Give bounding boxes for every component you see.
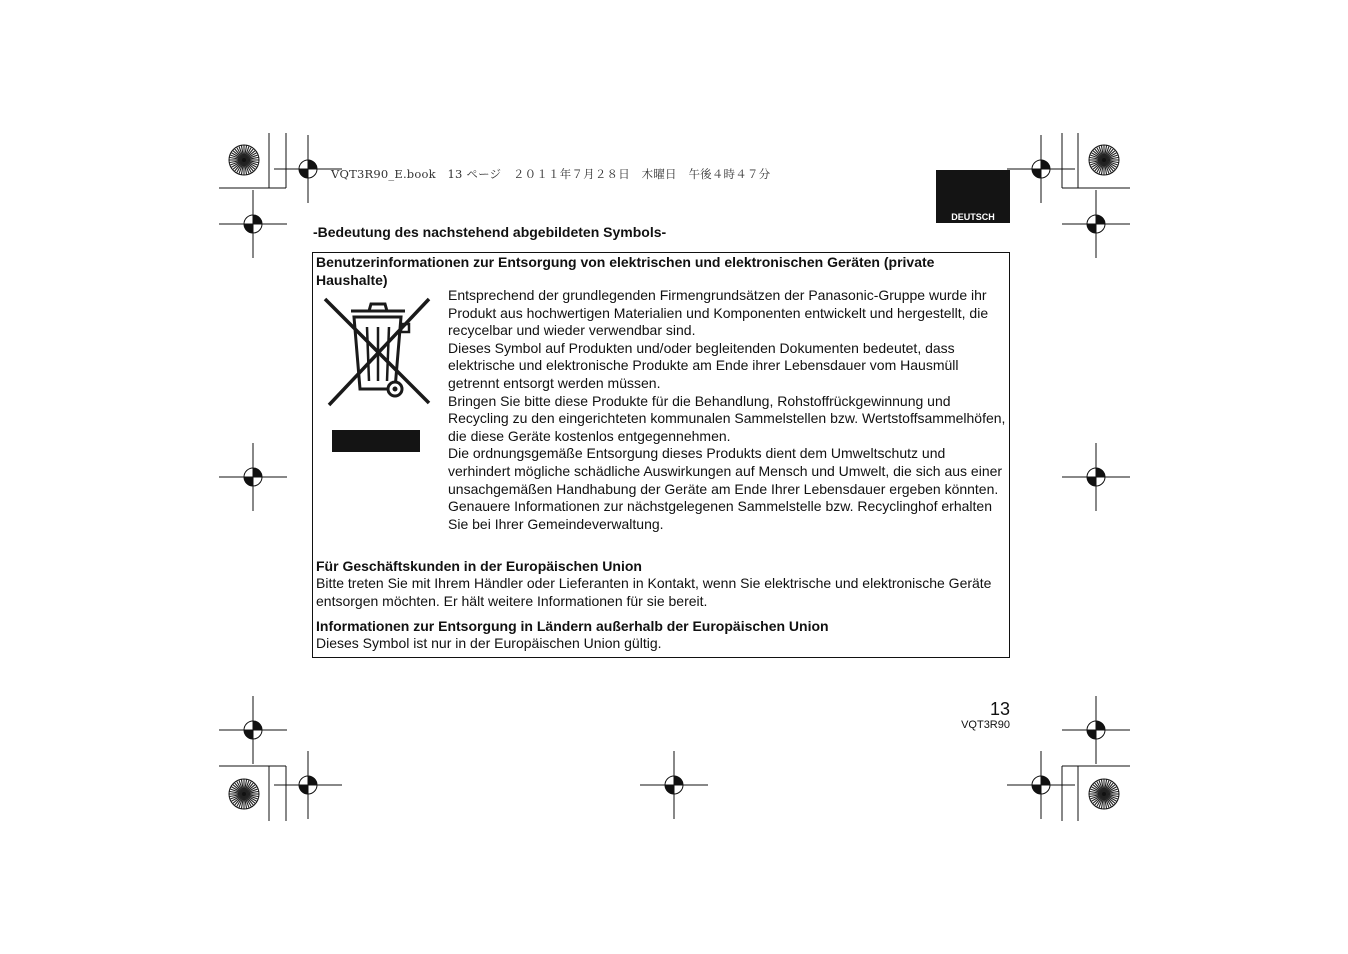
model-code: VQT3R90 <box>961 719 1010 731</box>
box-title: Benutzerinformationen zur Entsorgung von elektrischen und elektronischen Geräten (private Haushalte) <box>316 254 935 288</box>
registration-target <box>1062 443 1130 511</box>
paragraph: Entsprechend der grundlegenden Firmengrundsätzen der Panasonic-Gruppe wurde ihr Produkt aus hochwertigen Materialien und Komponenten entwickelt und hergestellt, die recycelbar und wieder verwendbar sind. <box>448 287 989 339</box>
registration-target <box>1007 135 1075 203</box>
box-body-text <box>448 287 1008 533</box>
paragraph: Bringen Sie bitte diese Produkte für die Behandlung, Rohstoffrückgewinnung und Recycling zu den eingerichteten kommunalen Sammelstellen bzw. Wertstoffsammelhöfen, die diese Geräte kostenlos entgegennehmen. <box>448 392 1006 444</box>
page-number: 13 <box>989 699 1010 719</box>
starburst-mark <box>229 779 259 809</box>
language-tab-label: DEUTSCH <box>951 212 995 222</box>
starburst-mark <box>1089 779 1119 809</box>
registration-target <box>219 696 287 764</box>
outside-eu-text: Dieses Symbol ist nur in der Europäischen Union gültig. <box>316 635 662 651</box>
starburst-mark <box>229 145 259 175</box>
disposal-info-box <box>312 252 1010 658</box>
starburst-mark <box>1089 145 1119 175</box>
business-customers-text: Bitte treten Sie mit Ihrem Händler oder Lieferanten in Kontakt, wenn Sie elektrische und elektronische Geräte entsorgen möchten. Er hält weitere Informationen für sie bereit. <box>316 575 992 609</box>
symbol-underbar <box>332 430 420 452</box>
file-info-header: VQT3R90_E.book 13 ページ ２０１１年７月２８日 木曜日 午後４時４７分 <box>331 167 771 181</box>
registration-target <box>274 751 342 819</box>
registration-target <box>1062 696 1130 764</box>
paragraph: Die ordnungsgemäße Entsorgung dieses Produkts dient dem Umweltschutz und verhindert mögliche schädliche Auswirkungen auf Mensch und Umwelt, die sich aus einer unsachgemäßen Handhabung der Geräte am Ende Ihrer Lebensdauer ergeben könnten. <box>448 445 1003 497</box>
registration-target <box>219 190 287 258</box>
crossed-out-wheelie-bin-icon <box>323 297 433 409</box>
registration-target <box>640 751 708 819</box>
registration-target <box>1007 751 1075 819</box>
registration-target <box>219 443 287 511</box>
outside-eu-heading: Informationen zur Entsorgung in Ländern außerhalb der Europäischen Union <box>316 618 829 634</box>
paragraph: Dieses Symbol auf Produkten und/oder begleitenden Dokumenten bedeutet, dass elektrische und elektronische Produkte am Ende ihrer Lebensdauer vom Hausmüll getrennt entsorgt werden müssen. <box>448 339 959 391</box>
language-tab <box>936 170 1010 223</box>
business-customers-heading: Für Geschäftskunden in der Europäischen Union <box>316 558 642 574</box>
paragraph: Genauere Informationen zur nächstgelegenen Sammelstelle bzw. Recyclinghof erhalten Sie bei Ihrer Gemeindeverwaltung. <box>448 498 992 532</box>
registration-target <box>1062 190 1130 258</box>
section-heading: -Bedeutung des nachstehend abgebildeten Symbols- <box>313 224 667 240</box>
